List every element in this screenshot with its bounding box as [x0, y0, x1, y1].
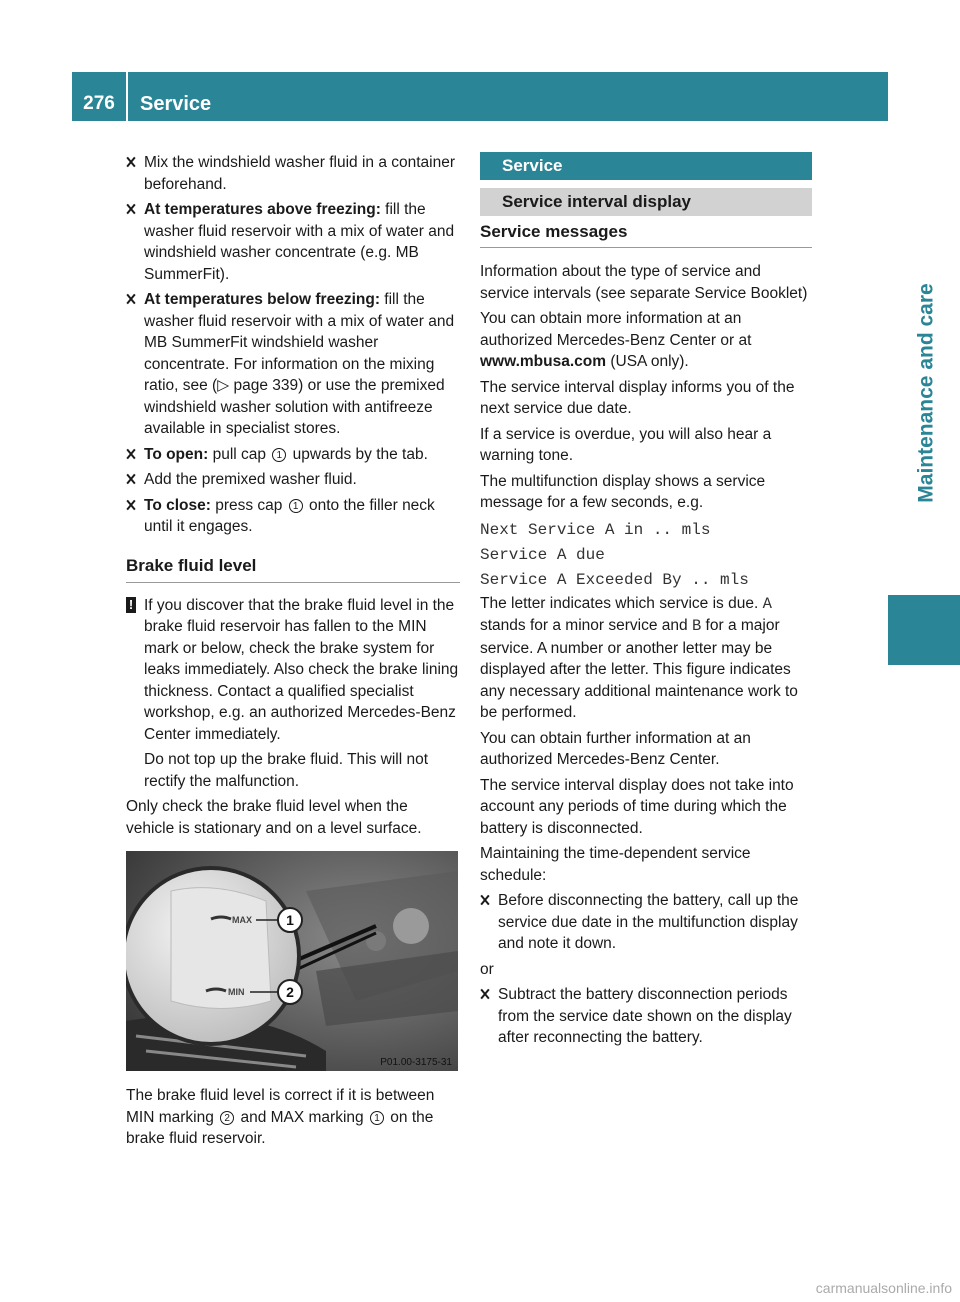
para-text: for a major service. A number or another letter may be displayed after the letter. This figure indicates any necessary additional maintenance work to be performed.: [480, 617, 798, 721]
display-message-3: Service A Exceeded By .. mls: [480, 570, 749, 589]
chapter-label-wrap: [912, 121, 942, 665]
page-ref-arrow-icon: ▷: [217, 377, 230, 394]
step-text: upwards by the tab.: [288, 445, 428, 463]
service-messages-heading: Service messages: [480, 222, 812, 248]
header-separator: [126, 72, 128, 121]
para-text: stands for a minor service and: [480, 617, 692, 634]
step-text: Mix the windshield washer fluid in a container beforehand.: [144, 154, 456, 193]
step-text: Before disconnecting the battery, call up the service due date in the multifunction display and note it down.: [498, 892, 799, 952]
max-label: MAX: [232, 915, 252, 925]
code-letter-b: B: [691, 617, 702, 635]
section-bar-service: Service: [480, 152, 812, 180]
step-add-fluid: [126, 469, 460, 491]
step-text: Add the premixed washer fluid.: [144, 471, 357, 488]
para-letter-meaning: [480, 593, 812, 724]
correct-level-note: [126, 1085, 460, 1150]
step-text: press cap: [210, 496, 287, 514]
para-text: (USA only).: [606, 353, 689, 370]
subsection-bar-interval: Service interval display: [480, 188, 812, 216]
callout-1-icon: 1: [286, 912, 294, 928]
para-text: and MAX marking: [236, 1108, 368, 1126]
step-text: fill the washer fluid reservoir with a mix of water and MB SummerFit windshield washer concentrate. For information on the mixing ratio, see (: [144, 291, 455, 394]
min-label: MIN: [228, 987, 245, 997]
step-bold: At temperatures above freezing:: [144, 201, 381, 218]
step-marker-icon: [126, 156, 136, 168]
para-text: The letter indicates which service is due.: [480, 594, 763, 612]
step-marker-icon: [480, 894, 490, 906]
para-service-info: Information about the type of service and service intervals (see separate Service Booklet): [480, 263, 808, 302]
warning-note: [126, 595, 460, 793]
para-schedule: Maintaining the time-dependent service schedule:: [480, 845, 751, 884]
website-link[interactable]: www.mbusa.com: [480, 353, 607, 370]
reservoir-illustration: [126, 851, 458, 1071]
step-marker-icon: [126, 499, 136, 511]
step-subtract-periods: [480, 984, 812, 1049]
callout-1-icon: 1: [289, 499, 303, 513]
step-marker-icon: [126, 203, 136, 215]
para-further-info: You can obtain further information at an authorized Mercedes-Benz Center.: [480, 729, 751, 768]
step-text: Subtract the battery disconnection periods from the service date shown on the display after reconnecting the battery.: [498, 986, 792, 1046]
chapter-label: Maintenance and care: [915, 283, 939, 503]
brake-reservoir-figure: [126, 851, 458, 1071]
page-header: [72, 72, 888, 121]
warning-icon: !: [126, 597, 136, 613]
step-to-open: [126, 444, 460, 466]
para-interval-display: The service interval display informs you of the next service due date.: [480, 378, 795, 417]
page-ref-text[interactable]: page 339) or use the premixed windshield washer solution with antifreeze available in specialist stores.: [144, 377, 445, 437]
figure-code: P01.00-3175-31: [380, 1057, 452, 1068]
step-marker-icon: [126, 473, 136, 485]
step-text: fill the washer fluid reservoir with a mix of water and windshield washer concentrate (e.g. MB SummerFit).: [144, 201, 455, 283]
check-note: Only check the brake fluid level when the vehicle is stationary and on a level surface.: [126, 798, 422, 837]
step-bold: At temperatures below freezing:: [144, 291, 380, 308]
page-number: 276: [83, 93, 115, 114]
chapter-side-tab: [888, 121, 960, 665]
code-letter-a: A: [762, 594, 772, 613]
brake-fluid-heading: Brake fluid level: [126, 556, 460, 583]
display-message-2: Service A due: [480, 545, 605, 564]
step-marker-icon: [126, 448, 136, 460]
step-above-freezing: [126, 199, 460, 285]
callout-1-icon: 1: [370, 1111, 384, 1125]
step-bold: To close:: [144, 496, 211, 514]
watermark: carmanualsonline.info: [815, 1280, 952, 1296]
callout-1-icon: 1: [272, 448, 286, 462]
warning-text-2: Do not top up the brake fluid. This will not rectify the malfunction.: [144, 751, 429, 790]
step-to-close: [126, 495, 460, 538]
step-marker-icon: [126, 293, 136, 305]
callout-2-icon: 2: [286, 984, 294, 1000]
step-text: pull cap: [208, 445, 271, 463]
display-message-1: Next Service A in .. mls: [480, 520, 711, 539]
page-title: Service: [140, 93, 212, 115]
callout-2-icon: 2: [220, 1111, 234, 1125]
or-text: or: [480, 960, 494, 978]
para-overdue: If a service is overdue, you will also hear a warning tone.: [480, 425, 772, 464]
step-below-freezing: [126, 289, 460, 440]
para-text: You can obtain more information at an authorized Mercedes-Benz Center or at: [480, 310, 752, 349]
chapter-tab-block: [888, 595, 960, 665]
para-multifunction: The multifunction display shows a service message for a few seconds, e.g.: [480, 472, 766, 511]
para-text: on the brake fluid reservoir.: [126, 1108, 434, 1147]
para-battery-note: The service interval display does not take into account any periods of time during which the battery is disconnected.: [480, 776, 794, 837]
left-column: [126, 152, 460, 1154]
step-before-disconnect: [480, 890, 812, 955]
step-mix-fluid: [126, 152, 460, 195]
para-text: The brake fluid level is correct if it is between MIN marking: [126, 1087, 435, 1126]
step-text: onto the filler neck until it engages.: [144, 496, 435, 535]
step-bold: To open:: [144, 445, 209, 463]
right-column: [480, 152, 812, 1053]
step-marker-icon: [480, 988, 490, 1000]
para-more-info: [480, 308, 812, 373]
warning-text: If you discover that the brake fluid level in the brake fluid reservoir has fallen to the MIN mark or below, check the brake system for leaks immediately. Also check the brake lining thickness. Contact a qualified specialist workshop, e.g. an authorized Mercedes-Benz Center immediately.: [144, 596, 459, 743]
